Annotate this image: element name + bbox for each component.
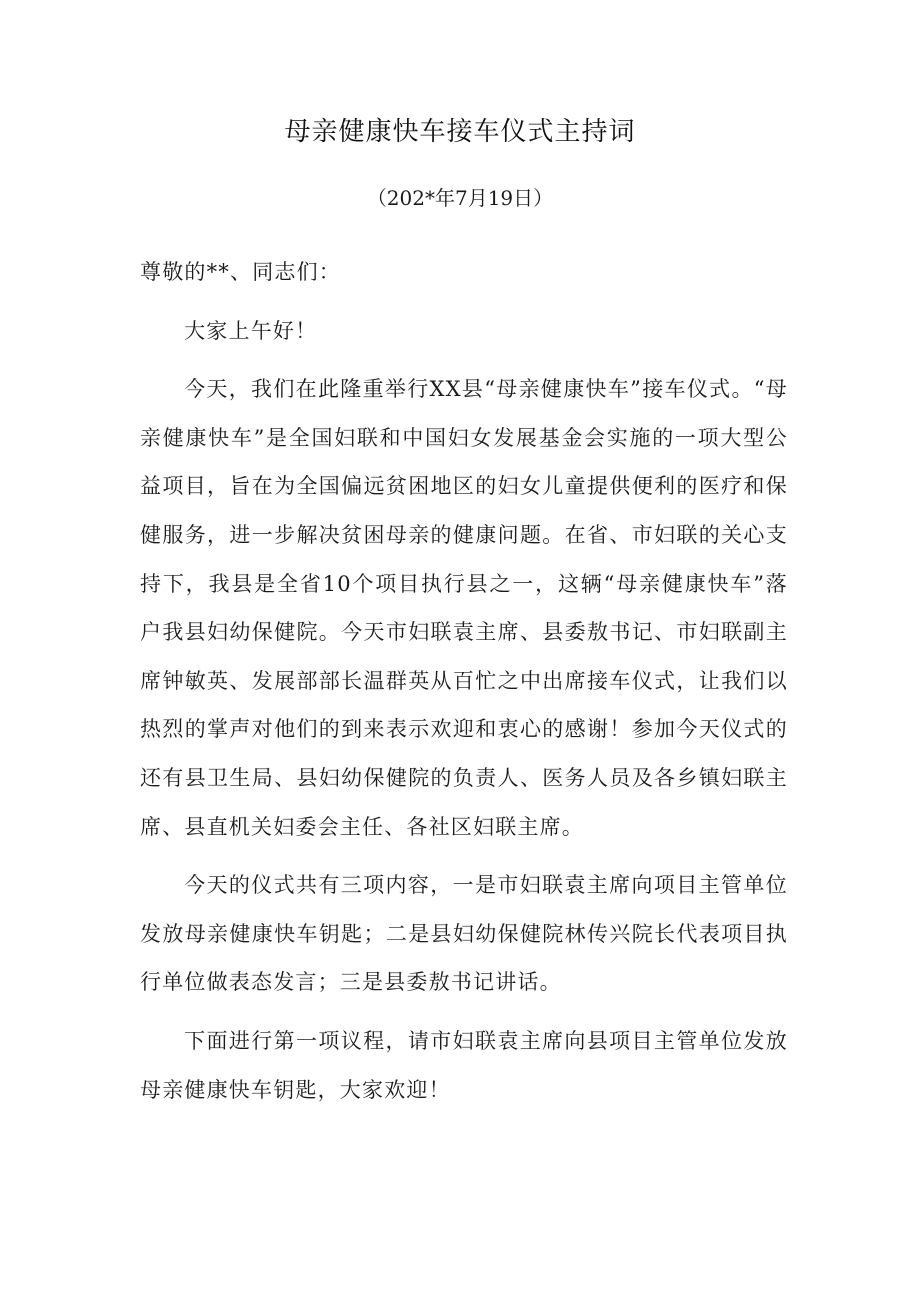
document-title: 母亲健康快车接车仪式主持词 (284, 117, 636, 147)
paragraph-greeting: 大家上午好！ (184, 318, 318, 343)
paragraph-agenda: 今天的仪式共有三项内容，一是市妇联袁主席向项目主管单位发放母亲健康快车钥匙；二是县妇幼保健院林传兴院长代表项目执行单位做表态发言；三是县委敖书记讲话。 (140, 873, 788, 995)
salutation: 尊敬的**、同志们： (140, 260, 341, 284)
document-date: （202*年7月19日） (366, 186, 554, 210)
paragraph-introduction: 今天，我们在此隆重举行XX县“母亲健康快车”接车仪式。“母亲健康快车”是全国妇联和中国妇女发展基金会实施的一项大型公益项目，旨在为全国偏远贫困地区的妇女儿童提供便利的医疗和保健服务，进一步解决贫困母亲的健康问题。在省、市妇联的关心支持下，我县是全省10个项目执行县之一，这辆“母亲健康快车”落户我县妇幼保健院。今天市妇联袁主席、县委敖书记、市妇联副主席钟敏英、发展部部长温群英从百忙之中出席接车仪式，让我们以热烈的掌声对他们的到来表示欢迎和衷心的感谢！参加今天仪式的还有县卫生局、县妇幼保健院的负责人、医务人员及各乡镇妇联主席、县直机关妇委会主任、各社区妇联主席。 (140, 377, 788, 839)
document-body (140, 248, 788, 1124)
paragraph-first-item: 下面进行第一项议程，请市妇联袁主席向县项目主管单位发放母亲健康快车钥匙，大家欢迎！ (140, 1028, 788, 1102)
